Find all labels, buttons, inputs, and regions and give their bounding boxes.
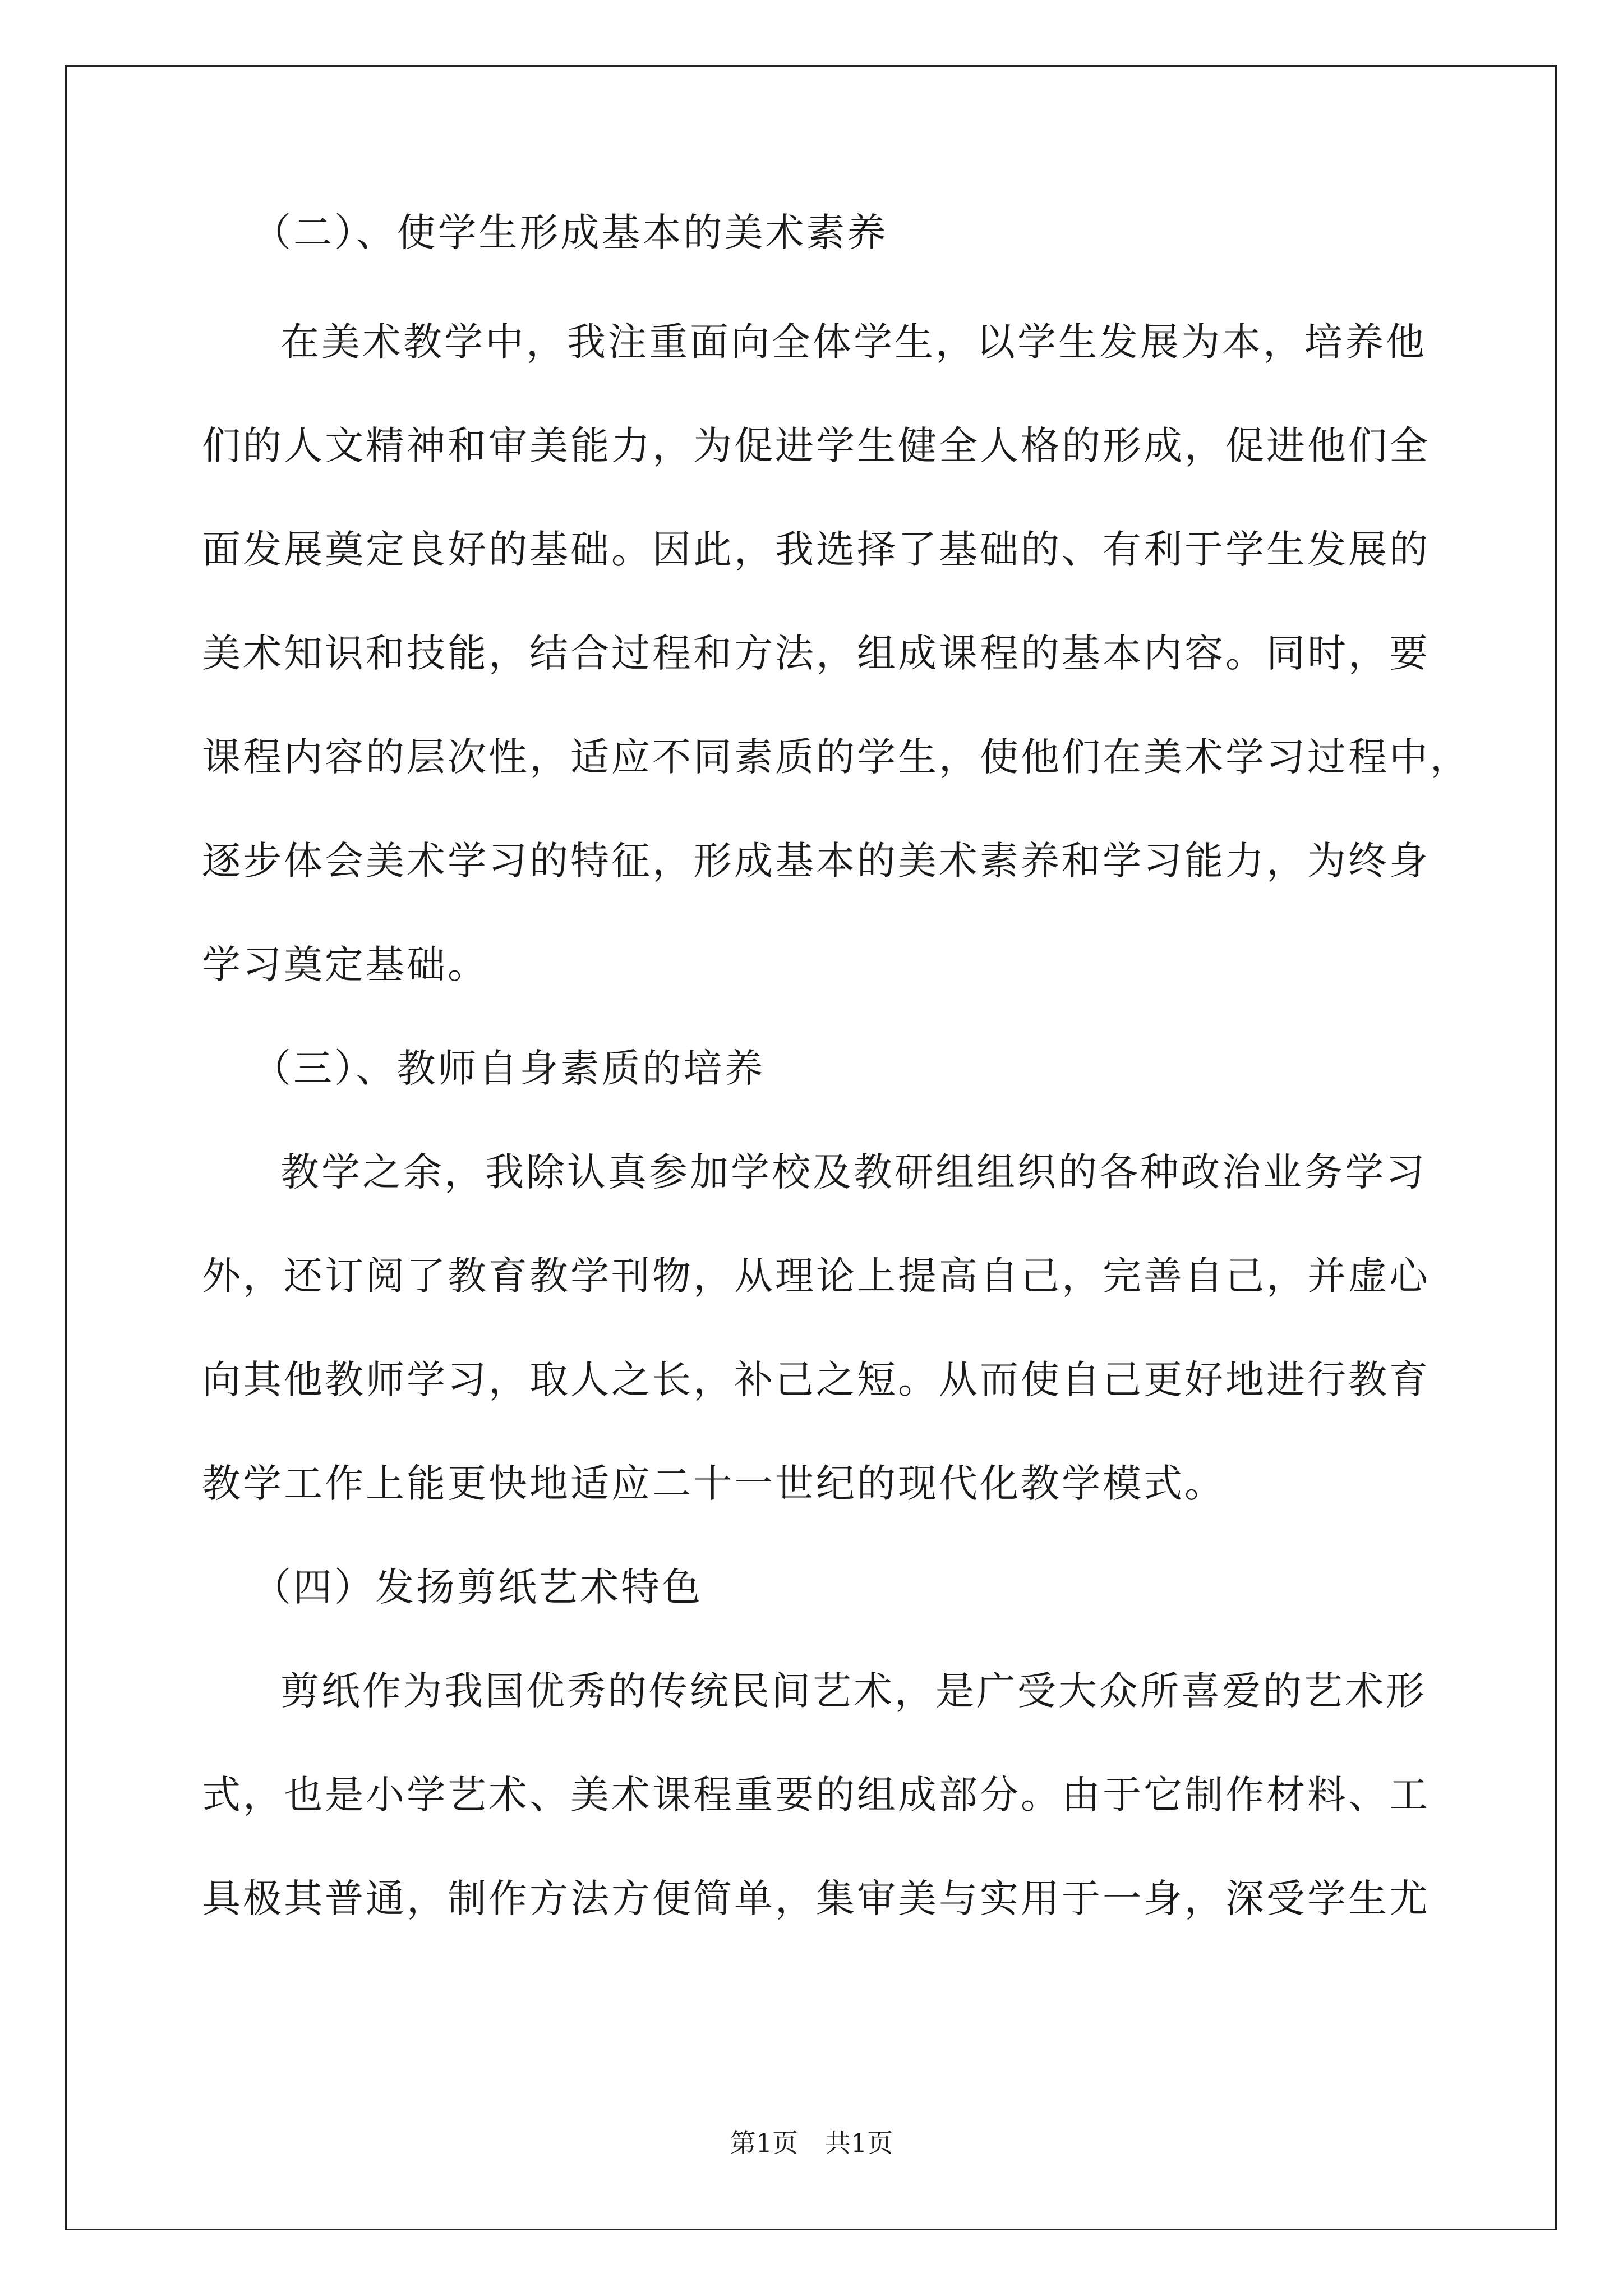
section-heading-3: （三）、教师自身素质的培养 (252, 1046, 766, 1091)
page-number-current: 第1页 (730, 2128, 798, 2158)
paragraph-line: 面发展奠定良好的基础。因此，我选择了基础的、有利于学生发展的 (202, 527, 1430, 572)
paragraph-line: 剪纸作为我国优秀的传统民间艺术，是广受大众所喜爱的艺术形 (280, 1669, 1427, 1714)
paragraph-line: 们的人文精神和审美能力，为促进学生健全人格的形成，促进他们全 (202, 424, 1430, 468)
paragraph-line: 具极其普通，制作方法方便简单，集审美与实用于一身，深受学生尤 (202, 1876, 1430, 1921)
paragraph-line: 教学之余，我除认真参加学校及教研组组织的各种政治业务学习 (280, 1150, 1427, 1195)
paragraph-line: 美术知识和技能，结合过程和方法，组成课程的基本内容。同时，要 (202, 631, 1430, 676)
section-heading-2: （二）、使学生形成基本的美术素养 (252, 210, 888, 255)
paragraph-line: 课程内容的层次性，适应不同素质的学生，使他们在美术学习过程中， (202, 735, 1471, 780)
page-footer (0, 2126, 1623, 2160)
paragraph-line: 外，还订阅了教育教学刊物，从理论上提高自己，完善自己，并虚心 (202, 1254, 1430, 1299)
page-number-total: 共1页 (825, 2128, 893, 2158)
section-heading-4: （四）发扬剪纸艺术特色 (252, 1565, 703, 1610)
paragraph-line: 逐步体会美术学习的特征，形成基本的美术素养和学习能力，为终身 (202, 839, 1430, 884)
paragraph-line: 在美术教学中，我注重面向全体学生，以学生发展为本，培养他 (280, 320, 1427, 365)
paragraph-line: 教学工作上能更快地适应二十一世纪的现代化教学模式。 (202, 1461, 1225, 1506)
paragraph-line: 学习奠定基础。 (202, 942, 488, 987)
paragraph-line: 式，也是小学艺术、美术课程重要的组成部分。由于它制作材料、工 (202, 1773, 1430, 1818)
paragraph-line: 向其他教师学习，取人之长，补己之短。从而使自己更好地进行教育 (202, 1358, 1430, 1402)
